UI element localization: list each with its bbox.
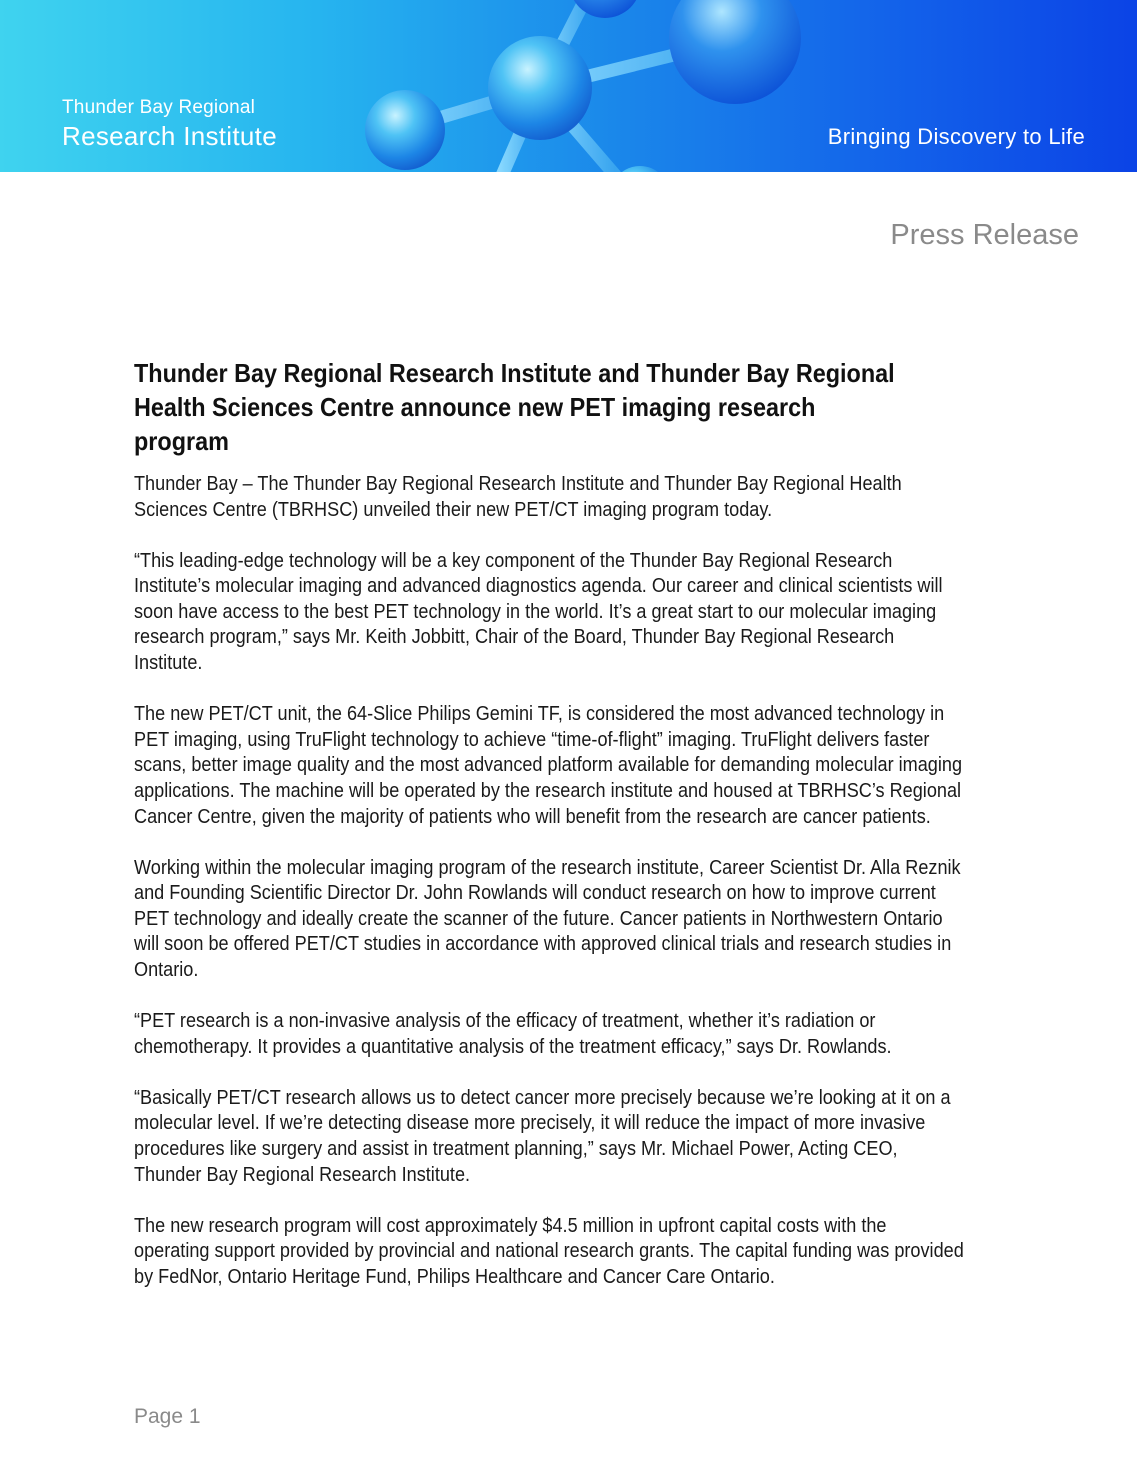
header-banner (0, 0, 1137, 172)
paragraph: Thunder Bay – The Thunder Bay Regional Research Institute and Thunder Bay Regional Health Sciences Centre (TBRHSC) unveiled their new PET/CT imaging program today. (134, 473, 902, 521)
article-body (134, 472, 967, 1316)
tagline: Bringing Discovery to Life (827, 124, 1085, 149)
paragraph: “Basically PET/CT research allows us to detect cancer more precisely because we’re looking at it on a molecular level. If we’re detecting disease more precisely, it will reduce the impact of more invasive procedures like surgery and assist in treatment planning,” says Mr. Michael Power, Acting CEO, Thunder Bay Regional Research Institute. (134, 1086, 951, 1186)
paragraph: Working within the molecular imaging program of the research institute, Career Scientist Dr. Alla Reznik and Founding Scientific Director Dr. John Rowlands will conduct research on how to improve current PET technology and ideally create the scanner of the future. Cancer patients in Northwestern Ontario will soon be offered PET/CT studies in accordance with approved clinical trials and research studies in Ontario. (134, 856, 961, 981)
paragraph: The new PET/CT unit, the 64-Slice Philips Gemini TF, is considered the most advanced technology in PET imaging, using TruFlight technology to achieve “time-of-flight” imaging. TruFlight delivers faster scans, better image quality and the most advanced platform available for demanding molecular imaging applications. The machine will be operated by the research institute and housed at TBRHSC’s Regional Cancer Centre, given the majority of patients who will benefit from the research are cancer patients. (134, 703, 963, 828)
paragraph: “PET research is a non-invasive analysis of the efficacy of treatment, whether it’s radiation or chemotherapy. It provides a quantitative analysis of the treatment efficacy,” says Dr. Rowlands. (134, 1010, 892, 1058)
headline: Thunder Bay Regional Research Institute and Thunder Bay Regional Health Sciences Centre announce new PET imaging research program (134, 358, 895, 456)
org-name-line1: Thunder Bay Regional (62, 97, 256, 118)
org-name-line2: Research Institute (62, 121, 277, 151)
document-type-label: Press Release (890, 219, 1079, 251)
paragraph: “This leading-edge technology will be a key component of the Thunder Bay Regional Research Institute’s molecular imaging and advanced diagnostics agenda. Our career and clinical scientists will soon have access to the best PET technology in the world. It’s a great start to our molecular imaging research program,” says Mr. Keith Jobbitt, Chair of the Board, Thunder Bay Regional Research Institute. (134, 549, 943, 675)
page-number: Page 1 (134, 1405, 201, 1428)
paragraph: The new research program will cost approximately $4.5 million in upfront capital costs with the operating support provided by provincial and national research grants. The capital funding was provided by FedNor, Ontario Heritage Fund, Philips Healthcare and Cancer Care Ontario. (134, 1214, 964, 1288)
